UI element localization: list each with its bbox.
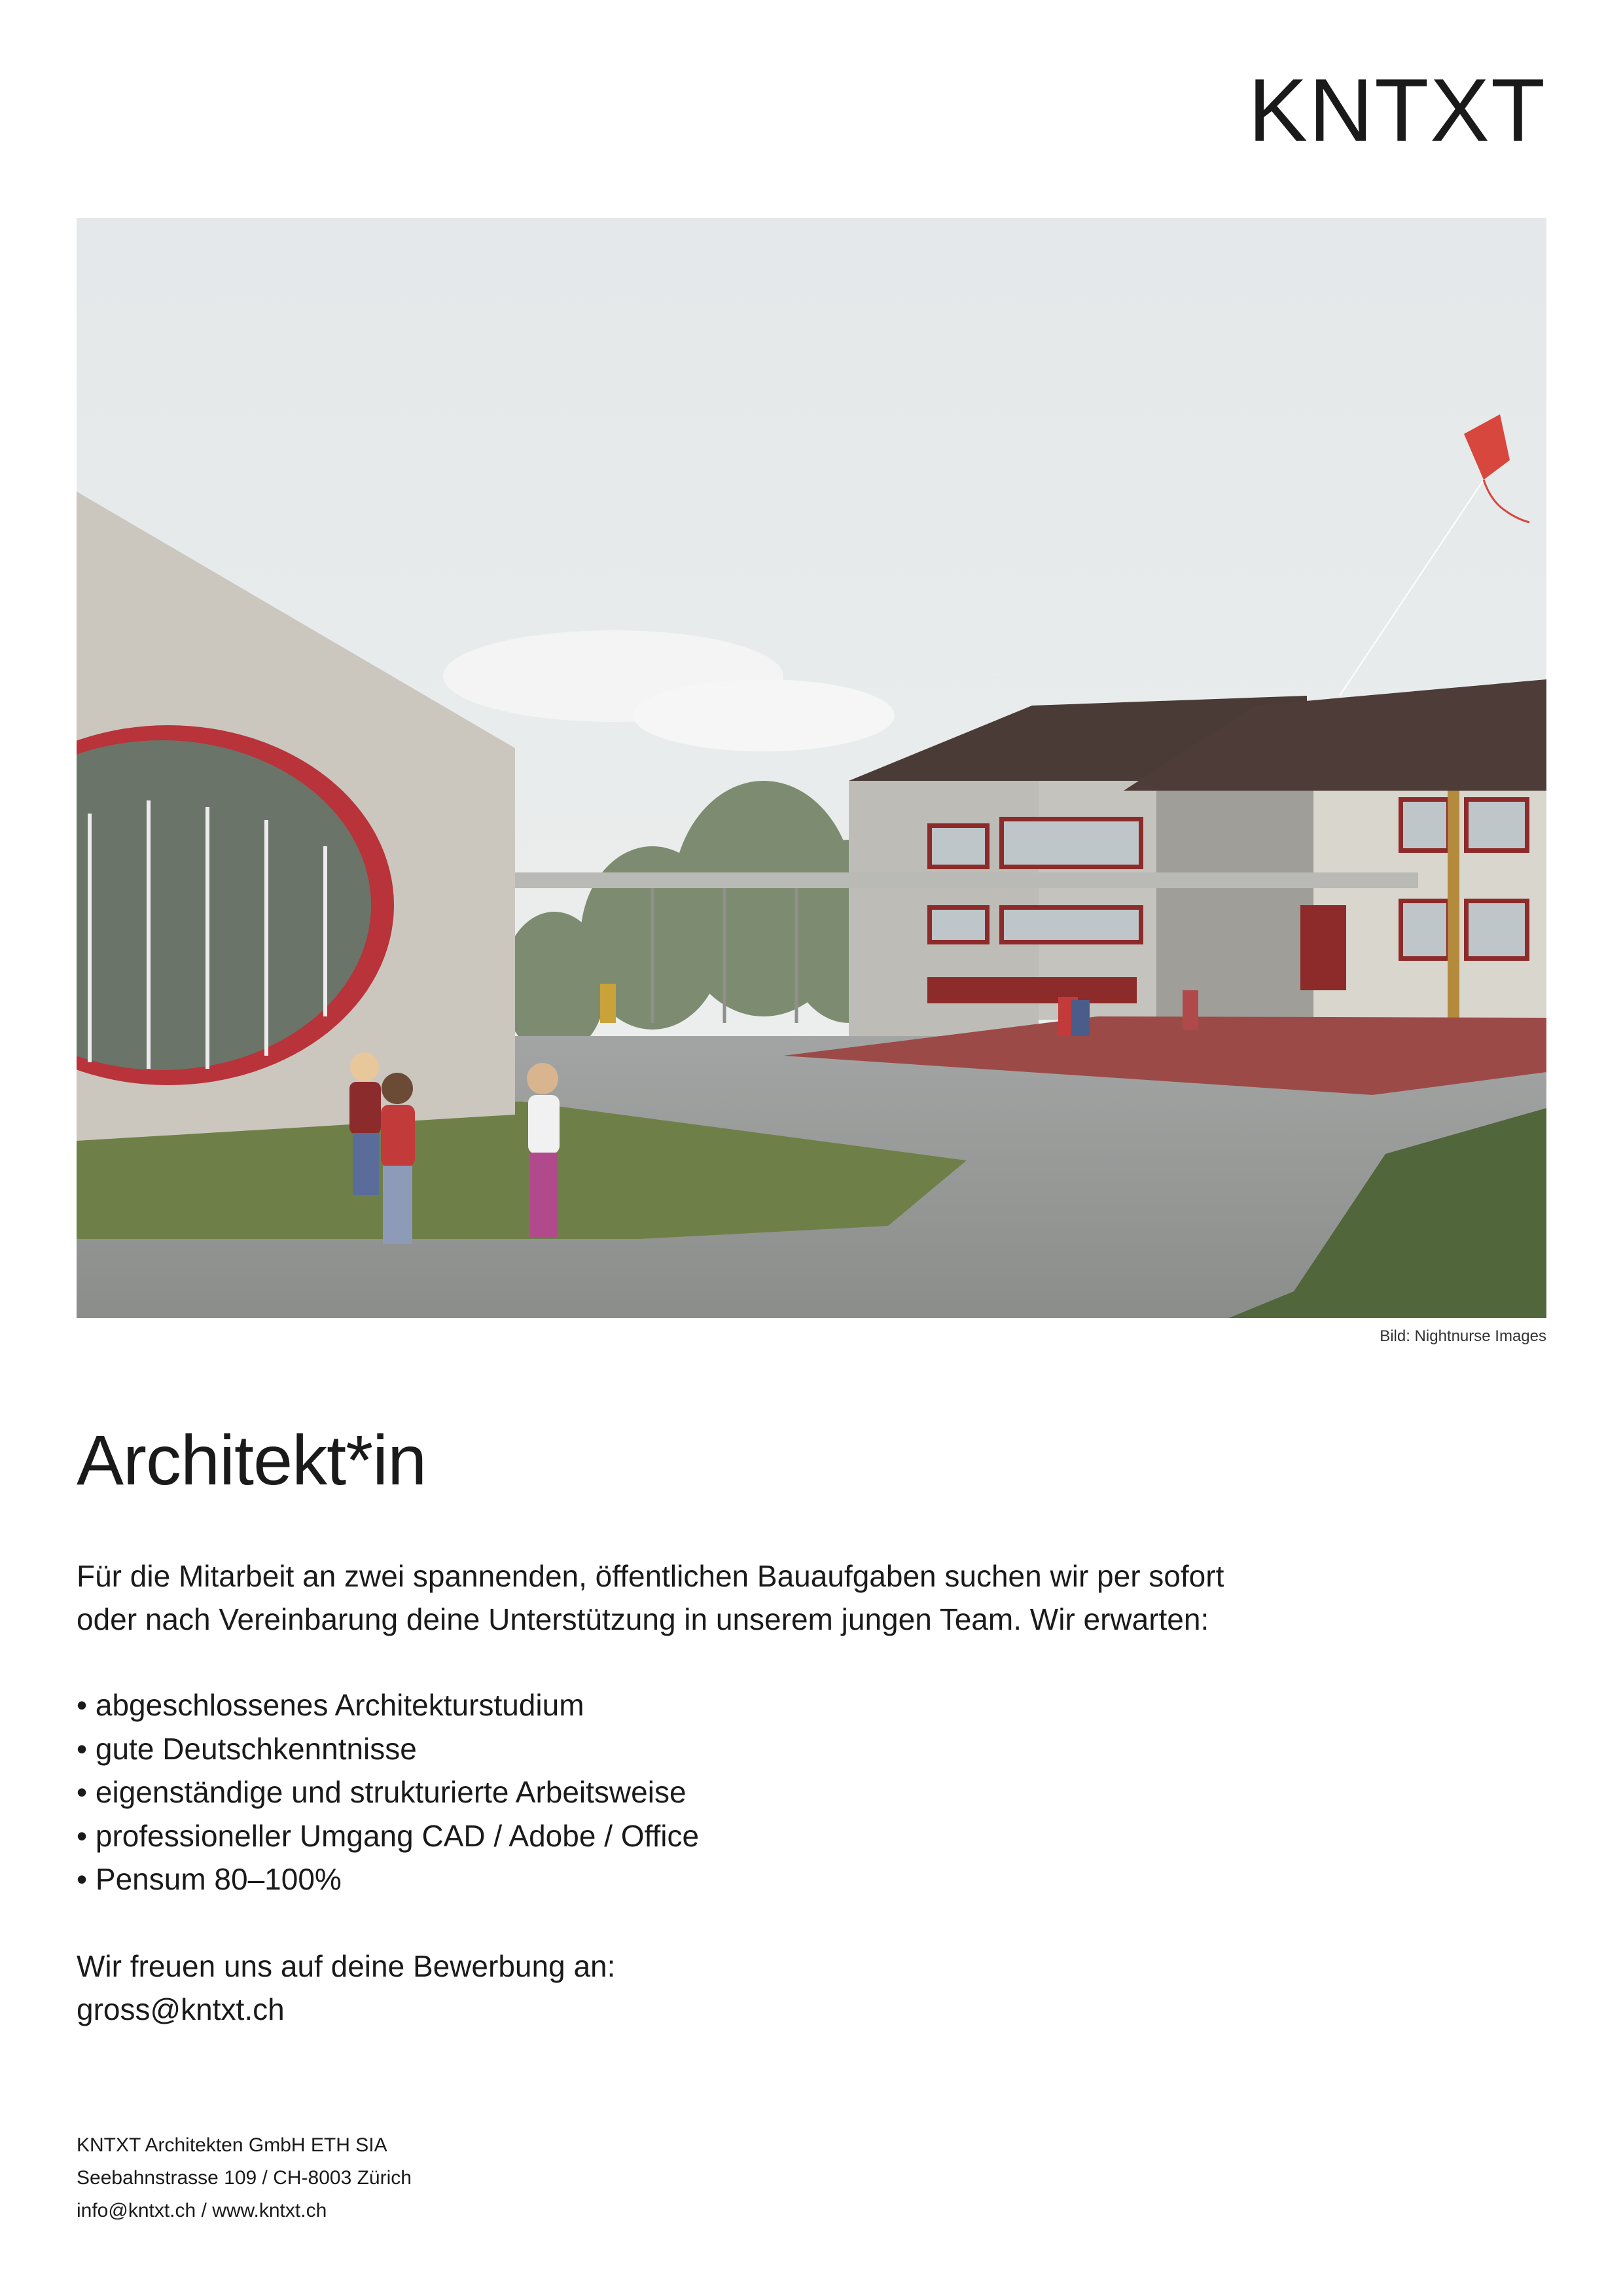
requirements-list [77, 1683, 699, 1901]
requirement-item: • Pensum 80–100% [77, 1857, 699, 1901]
footer-links[interactable]: info@kntxt.ch / www.kntxt.ch [77, 2200, 327, 2221]
contact-email-link[interactable]: gross@kntxt.ch [77, 1992, 285, 2026]
contact-lead: Wir freuen uns auf deine Bewerbung an: [77, 1949, 616, 1983]
job-intro [77, 1554, 1320, 1641]
hero-image [77, 218, 1546, 1318]
footer [77, 2129, 412, 2227]
requirement-item: • eigenständige und strukturierte Arbeitsweise [77, 1770, 699, 1814]
intro-line: oder nach Vereinbarung deine Unterstützung in unserem jungen Team. Wir erwarten: [77, 1602, 1209, 1636]
footer-company: KNTXT Architekten GmbH ETH SIA [77, 2134, 387, 2156]
requirement-item: • abgeschlossenes Architekturstudium [77, 1683, 699, 1727]
intro-line: Für die Mitarbeit an zwei spannenden, öffentlichen Bauaufgaben suchen wir per sofort [77, 1559, 1224, 1593]
job-title: Architekt*in [77, 1420, 427, 1499]
requirement-item: • gute Deutschkenntnisse [77, 1727, 699, 1771]
footer-address: Seebahnstrasse 109 / CH-8003 Zürich [77, 2167, 412, 2189]
school-courtyard-rendering [77, 218, 1546, 1318]
application-contact [77, 1945, 615, 2031]
covered-walkway [515, 872, 1418, 888]
requirement-item: • professioneller Umgang CAD / Adobe / Office [77, 1814, 699, 1858]
image-credit: Bild: Nightnurse Images [1380, 1327, 1546, 1345]
company-logo: KNTXT [1248, 60, 1546, 160]
